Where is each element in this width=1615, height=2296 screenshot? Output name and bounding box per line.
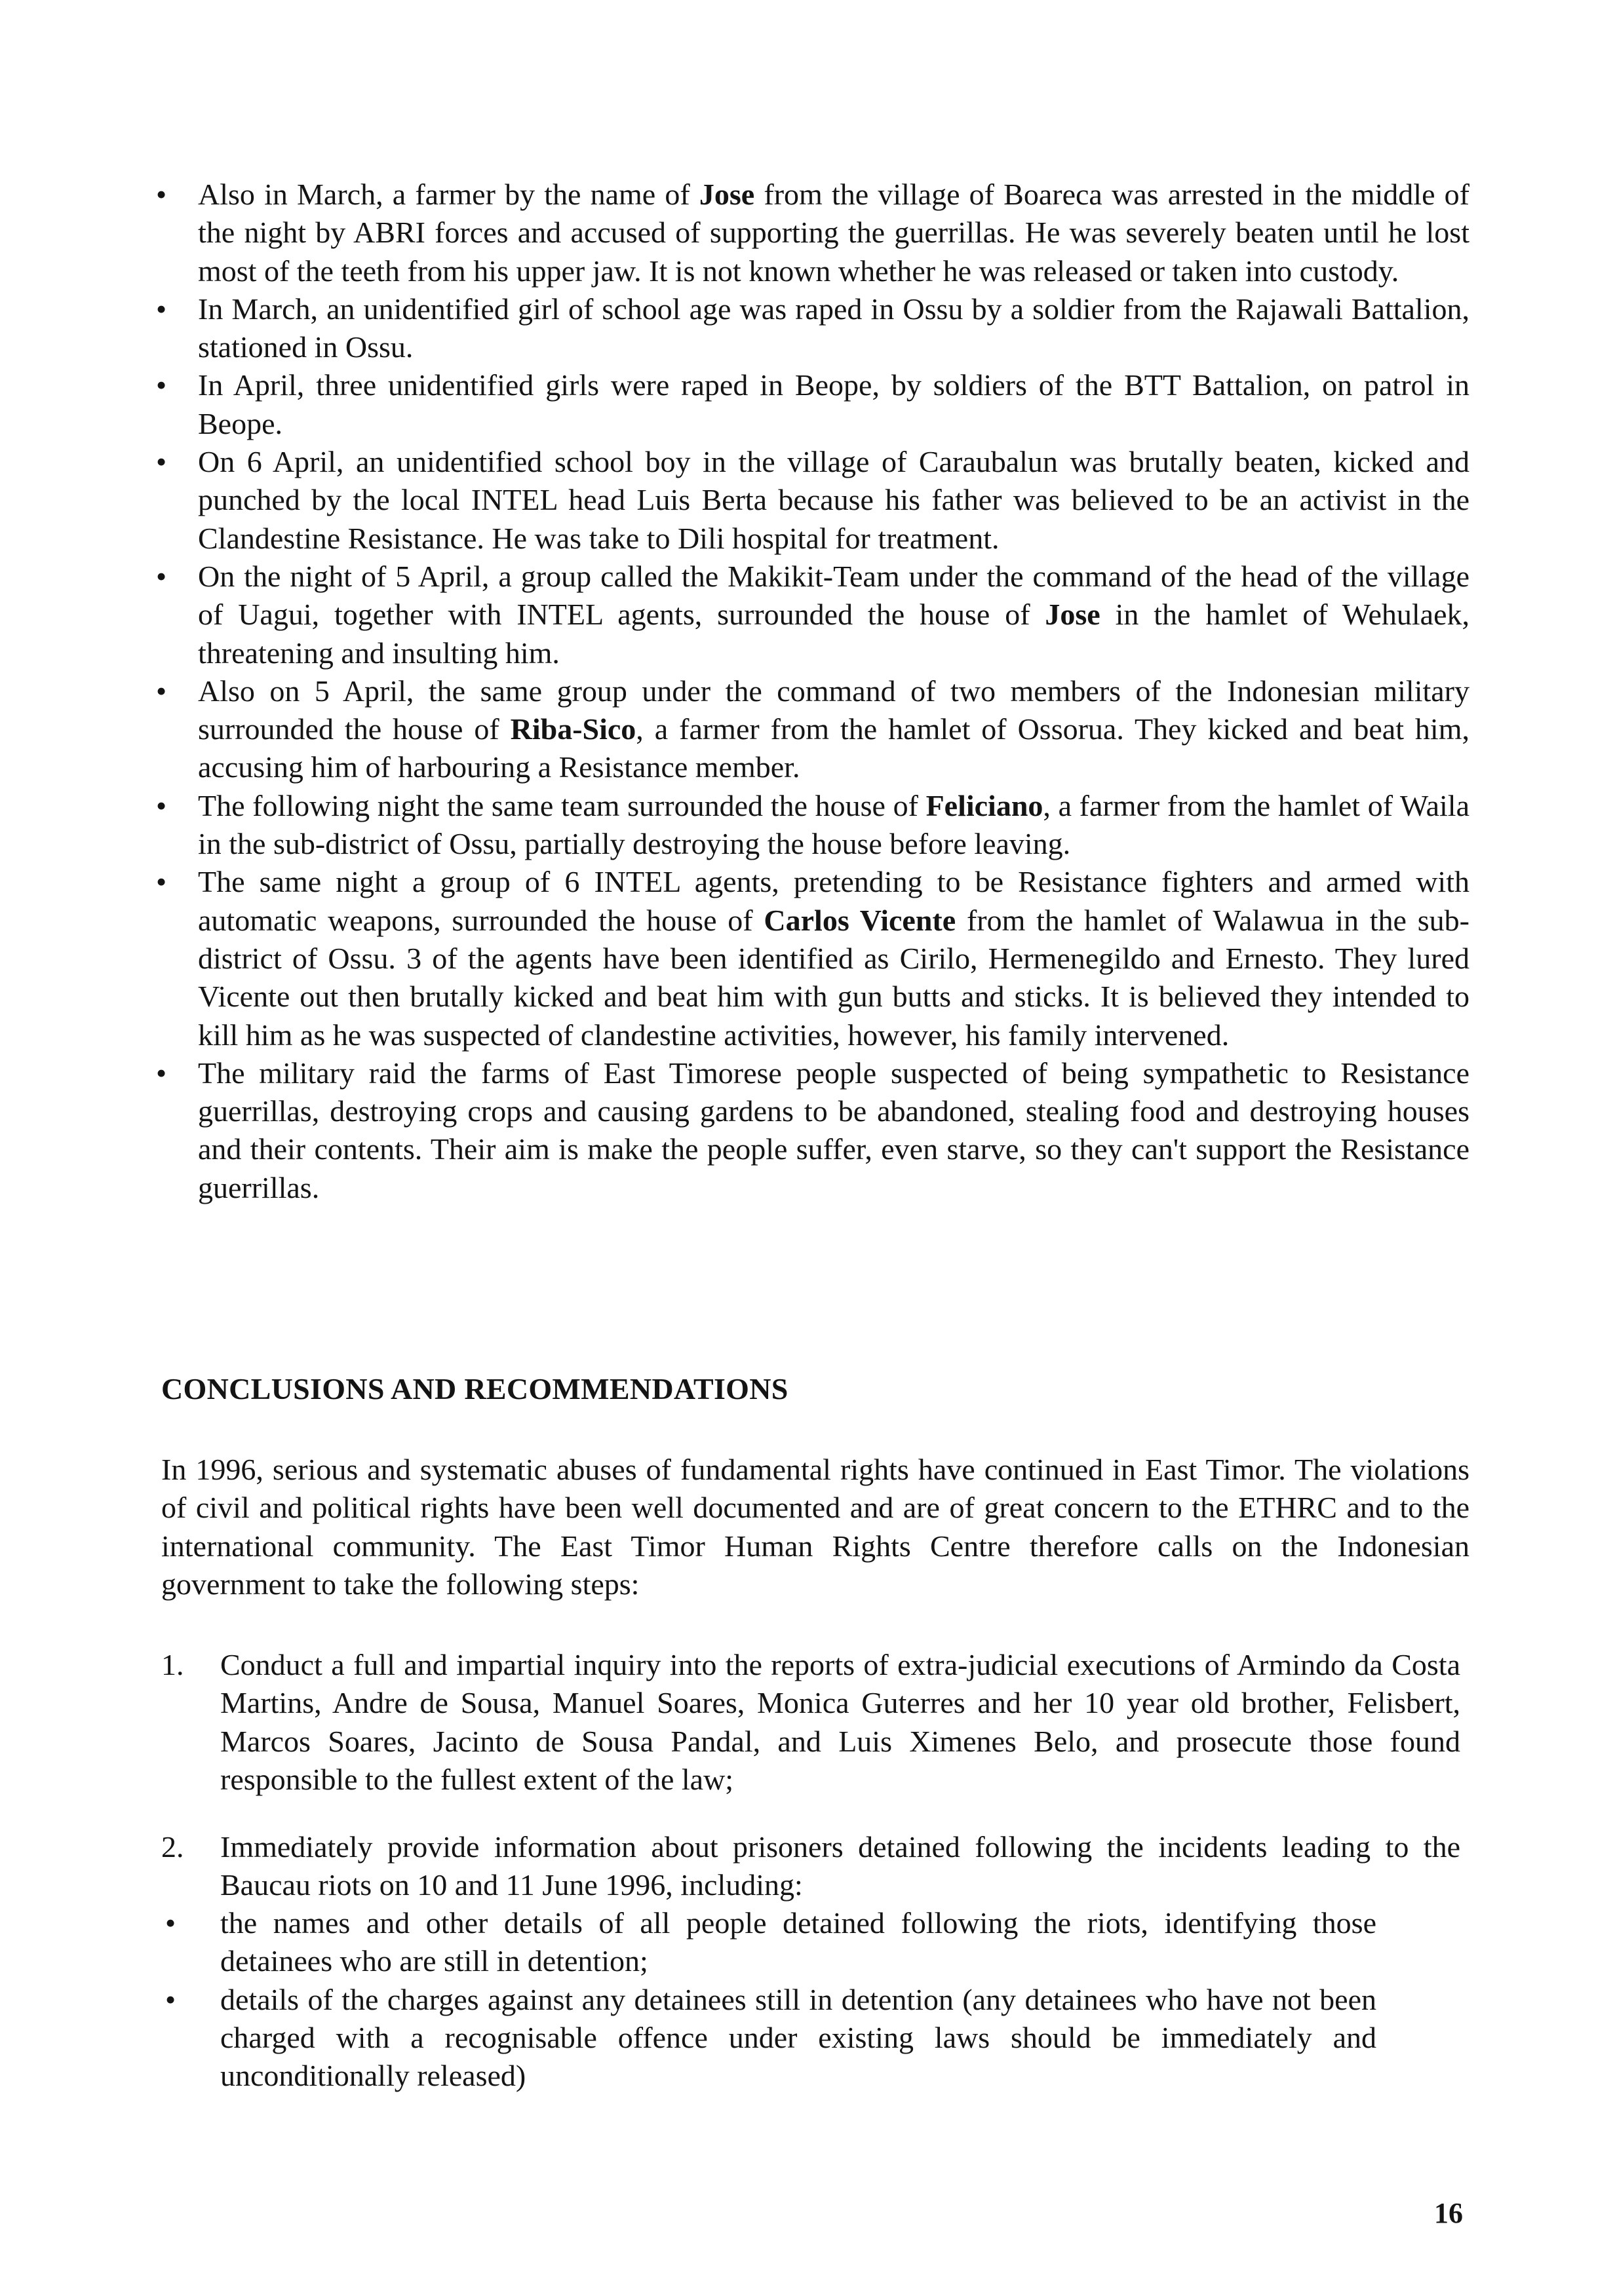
incident-text: In April, three unidentified girls were raped in Beope, by soldiers of the BTT Battalion, on patrol in Beope. — [198, 368, 1469, 440]
incident-text: , a farmer from the hamlet of Waila in the sub-district of Ossu, partially destroying the house before leaving. — [198, 788, 1470, 861]
person-name: Feliciano — [925, 788, 1043, 822]
recommendation-number: 2. — [161, 1830, 184, 1864]
incident-item — [152, 443, 1469, 558]
recommendation-list — [152, 1646, 1460, 1799]
section-heading: CONCLUSIONS AND RECOMMENDATIONS — [161, 1372, 788, 1406]
incident-text: The same night a group of 6 INTEL agents, pretending to be Resistance fighters and armed with automatic weapons, surrounded the house of — [198, 865, 1469, 937]
recommendation-item — [152, 1646, 1460, 1799]
recommendation-number: 1. — [161, 1648, 184, 1681]
recommendation-item — [152, 1828, 1460, 1905]
incident-text: In March, an unidentified girl of school age was raped in Ossu by a soldier from the Rajawali Battalion, stationed in Ossu. — [198, 292, 1469, 364]
page-number: 16 — [1434, 2197, 1463, 2229]
incident-text: from the hamlet of Walawua in the sub-district of Ossu. 3 of the agents have been identified as Cirilo, Hermenegildo and Ernesto. They lured Vicente out then brutally kicked and beat him with gun butts and sticks. It is believed they intended to kill him as he was suspected of clandestine activities, however, his family intervened. — [198, 903, 1469, 1052]
incident-text: Also in March, a farmer by the name of — [198, 178, 699, 211]
incident-item — [152, 1054, 1469, 1207]
intro-paragraph: In 1996, serious and systematic abuses of fundamental rights have continued in East Timor. The violations of civil and political rights have been well documented and are of great concern to the ETHRC and to the international community. The East Timor Human Rights Centre therefore calls on the Indonesian government to take the following steps: — [161, 1453, 1469, 1601]
recommendation-text: Immediately provide information about prisoners detained following the incidents leading to the Baucau riots on 10 and 11 June 1996, including: — [220, 1830, 1460, 1902]
incident-item — [152, 863, 1469, 1054]
incident-item — [152, 176, 1469, 290]
incident-list — [152, 176, 1469, 1207]
detainee-info-list — [152, 1904, 1376, 2095]
person-name: Riba-Sico — [510, 712, 636, 746]
detainee-info-item: • details of the charges against any detainees still in detention (any detainees who have not been charged with a recognisable offence under existing laws should be immediately and unconditionally released) — [152, 1981, 1376, 2095]
incident-item — [152, 787, 1469, 864]
person-name: Jose — [699, 178, 755, 211]
person-name: Jose — [1045, 598, 1100, 632]
incident-item — [152, 290, 1469, 367]
incident-text: Also on 5 April, the same group under the command of two members of the Indonesian military surrounded the house of — [198, 674, 1469, 746]
incident-item — [152, 366, 1469, 443]
incident-text: On 6 April, an unidentified school boy in the village of Caraubalun was brutally beaten, kicked and punched by the local INTEL head Luis Berta because his father was believed to be an activist in the Clandestine Resistance. He was take to Dili hospital for treatment. — [198, 445, 1469, 555]
incident-text: The military raid the farms of East Timorese people suspected of being sympathetic to Resistance guerrillas, destroying crops and causing gardens to be abandoned, stealing food and destroying houses and their contents. Their aim is make the people suffer, even starve, so they can't support the Resistance guerrillas. — [198, 1056, 1469, 1204]
person-name: Carlos Vicente — [764, 903, 956, 937]
incident-text: On the night of 5 April, a group called the Makikit-Team under the command of the head of the village of Uagui, together with INTEL agents, surrounded the house of — [198, 559, 1469, 632]
incident-text: from the village of Boareca was arrested in the middle of the night by ABRI forces and accused of supporting the guerrillas. He was severely beaten until he lost most of the teeth from his upper jaw. It is not known whether he was released or taken into custody. — [198, 178, 1469, 288]
recommendation-text: Conduct a full and impartial inquiry into the reports of extra-judicial executions of Armindo da Costa Martins, Andre de Sousa, Manuel Soares, Monica Guterres and her 10 year old brother, Felisbert, Marcos Soares, Jacinto de Sousa Pandal, and Luis Ximenes Belo, and prosecute those found responsible to the fullest extent of the law; — [220, 1648, 1460, 1796]
recommendation-list — [152, 1828, 1460, 1905]
incident-text: , a farmer from the hamlet of Ossorua. They kicked and beat him, accusing him of harbouring a Resistance member. — [198, 712, 1469, 784]
incident-text: in the hamlet of Wehulaek, threatening and insulting him. — [198, 598, 1469, 670]
incident-item — [152, 672, 1469, 787]
incident-text: The following night the same team surrounded the house of — [198, 788, 926, 822]
detainee-info-item: • the names and other details of all people detained following the riots, identifying those detainees who are still in detention; — [152, 1904, 1376, 1981]
incident-item — [152, 558, 1469, 672]
